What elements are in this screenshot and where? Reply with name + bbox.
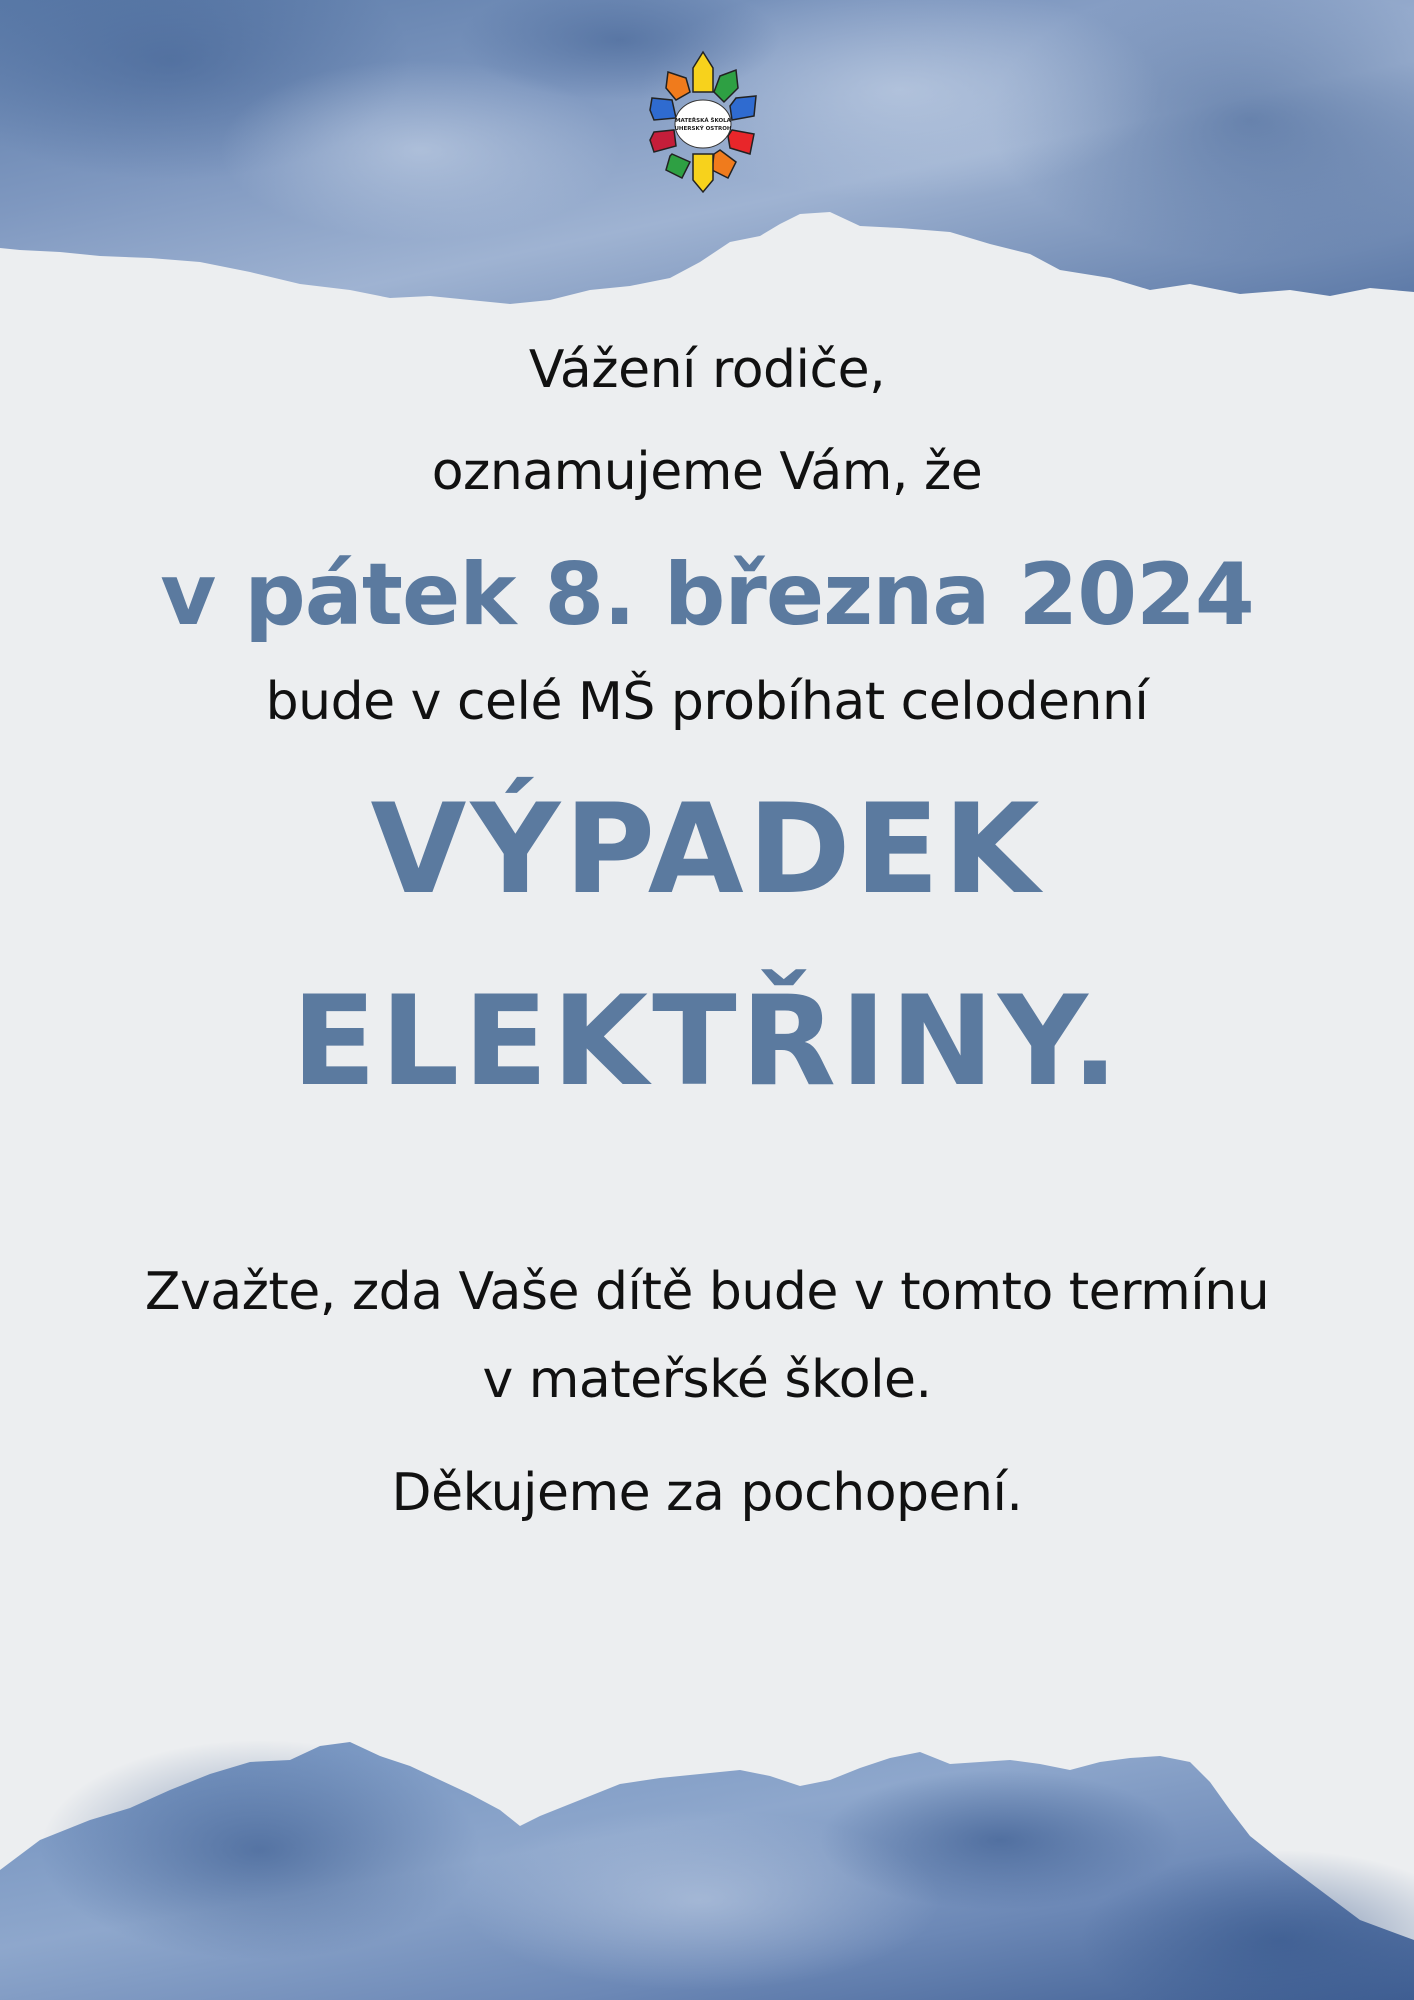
thanks-text: Děkujeme za pochopení. [391, 1463, 1023, 1523]
greeting-text: Vážení rodiče, [528, 340, 886, 400]
bottom-watercolor-decoration [0, 1670, 1414, 2000]
headline-line-1: VÝPADEK [370, 778, 1044, 922]
event-intro-text: bude v celé MŠ probíhat celodenní [265, 672, 1149, 732]
announce-text: oznamujeme Vám, že [431, 442, 983, 502]
consider-text: Zvažte, zda Vaše dítě bude v tomto termínu v mateřské škole. [144, 1262, 1270, 1410]
event-date: v pátek 8. března 2024 [160, 545, 1254, 645]
headline-line-2: ELEKTŘINY. [291, 970, 1123, 1114]
school-logo [632, 46, 774, 198]
logo-text-line1: MATEŘSKÁ ŠKOLA [675, 118, 731, 124]
logo-text-line2: UHERSKÝ OSTROH [674, 126, 732, 132]
